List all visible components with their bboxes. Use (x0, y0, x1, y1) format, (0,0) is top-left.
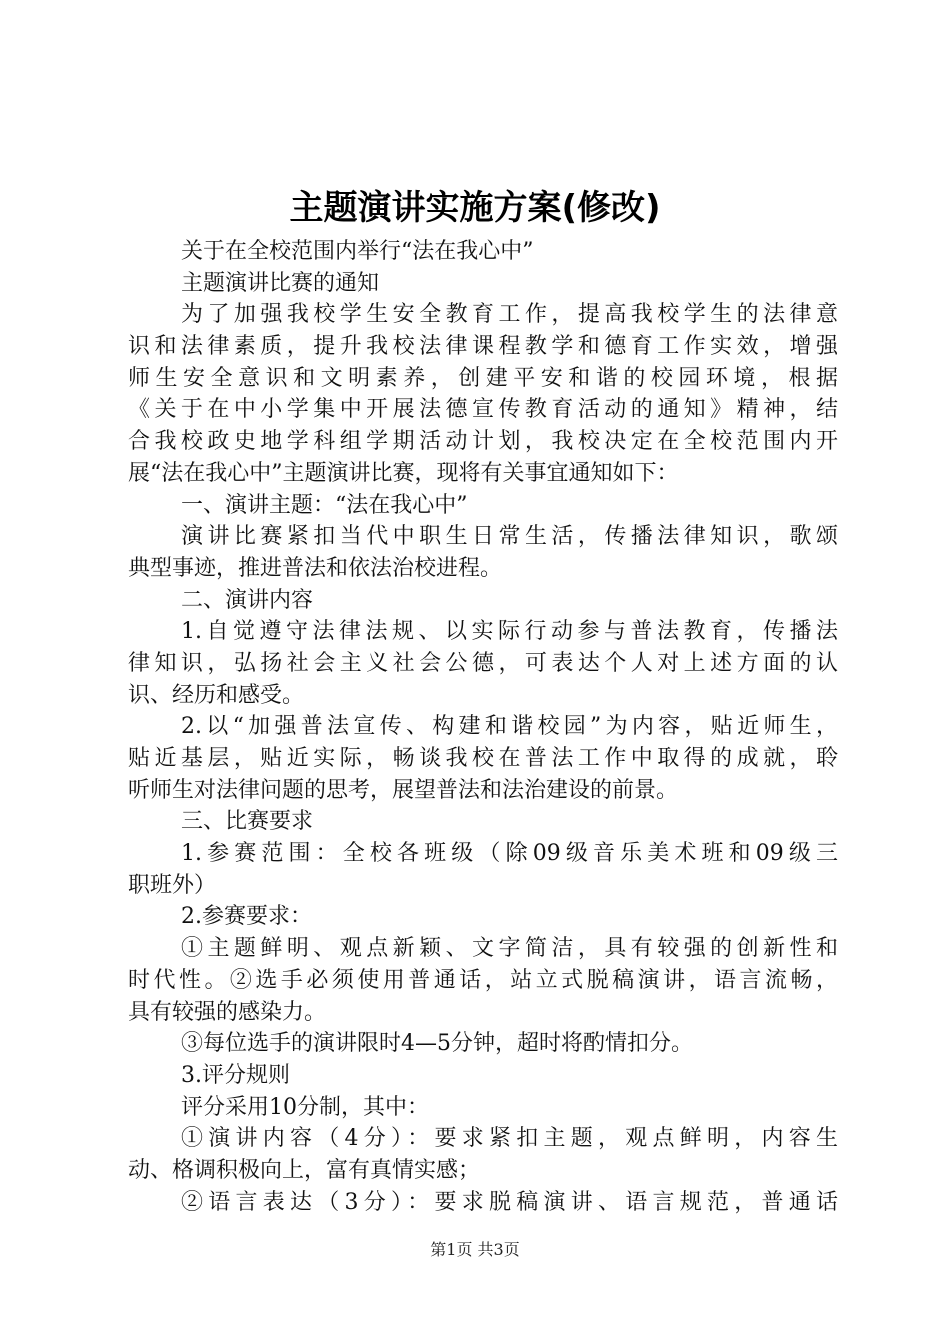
body-line: ②语言表达（3分）：要求脱稿演讲、语言规范，普通话 (181, 1189, 838, 1215)
body-line: 识、经历和感受。 (128, 682, 305, 708)
body-line: 主题演讲比赛的通知 (181, 270, 380, 296)
body-line: 1.自觉遵守法律法规、以实际行动参与普法教育，传播法 (181, 619, 838, 645)
page-footer: 第1页 共3页 (430, 1240, 520, 1259)
body-line: 典型事迹，推进普法和依法治校进程。 (128, 555, 503, 581)
body-line: 为了加强我校学生安全教育工作，提高我校学生的法律意 (181, 302, 838, 328)
body-line: 展“法在我心中”主题演讲比赛，现将有关事宜通知如下： (128, 460, 679, 486)
body-line: 听师生对法律问题的思考，展望普法和法治建设的前景。 (128, 777, 679, 803)
document-title: 主题演讲实施方案(修改) (289, 188, 661, 228)
body-line: 时代性。②选手必须使用普通话，站立式脱稿演讲，语言流畅， (128, 967, 838, 993)
body-line: 《关于在中小学集中开展法德宣传教育活动的通知》精神，结 (128, 397, 838, 423)
body-line: 二、演讲内容 (181, 587, 314, 613)
body-line: 律知识，弘扬社会主义社会公德，可表达个人对上述方面的认 (128, 650, 838, 676)
body-line: 演讲比赛紧扣当代中职生日常生活，传播法律知识，歌颂 (181, 524, 838, 550)
body-line: 职班外） (128, 872, 217, 898)
body-line: 一、演讲主题：“法在我心中” (181, 492, 468, 518)
body-line: 具有较强的感染力。 (128, 999, 327, 1025)
body-line: 识和法律素质，提升我校法律课程教学和德育工作实效，增强 (128, 334, 838, 360)
body-line: 评分采用10分制，其中： (181, 1094, 429, 1120)
body-line: 合我校政史地学科组学期活动计划，我校决定在全校范围内开 (128, 429, 838, 455)
body-line: 三、比赛要求 (181, 809, 314, 835)
body-line: ③每位选手的演讲限时4—5分钟，超时将酌情扣分。 (181, 1031, 693, 1057)
body-line: 2.以“加强普法宣传、构建和谐校园”为内容，贴近师生， (181, 714, 838, 740)
body-line: 3.评分规则 (181, 1062, 290, 1088)
body-line: 动、格调积极向上，富有真情实感； (128, 1157, 481, 1183)
body-line: 师生安全意识和文明素养，创建平安和谐的校园环境，根据 (128, 365, 838, 391)
body-line: 贴近基层，贴近实际，畅谈我校在普法工作中取得的成就，聆 (128, 746, 838, 771)
document-body (128, 236, 838, 1218)
body-line: 关于在全校范围内举行“法在我心中” (181, 239, 534, 264)
body-line: ①主题鲜明、观点新颖、文字简洁，具有较强的创新性和 (181, 936, 838, 962)
body-line: ①演讲内容（4分）：要求紧扣主题，观点鲜明，内容生 (181, 1126, 838, 1152)
body-line: 2.参赛要求： (181, 904, 312, 930)
body-line: 1.参赛范围：全校各班级（除09级音乐美术班和09级三 (181, 841, 838, 867)
